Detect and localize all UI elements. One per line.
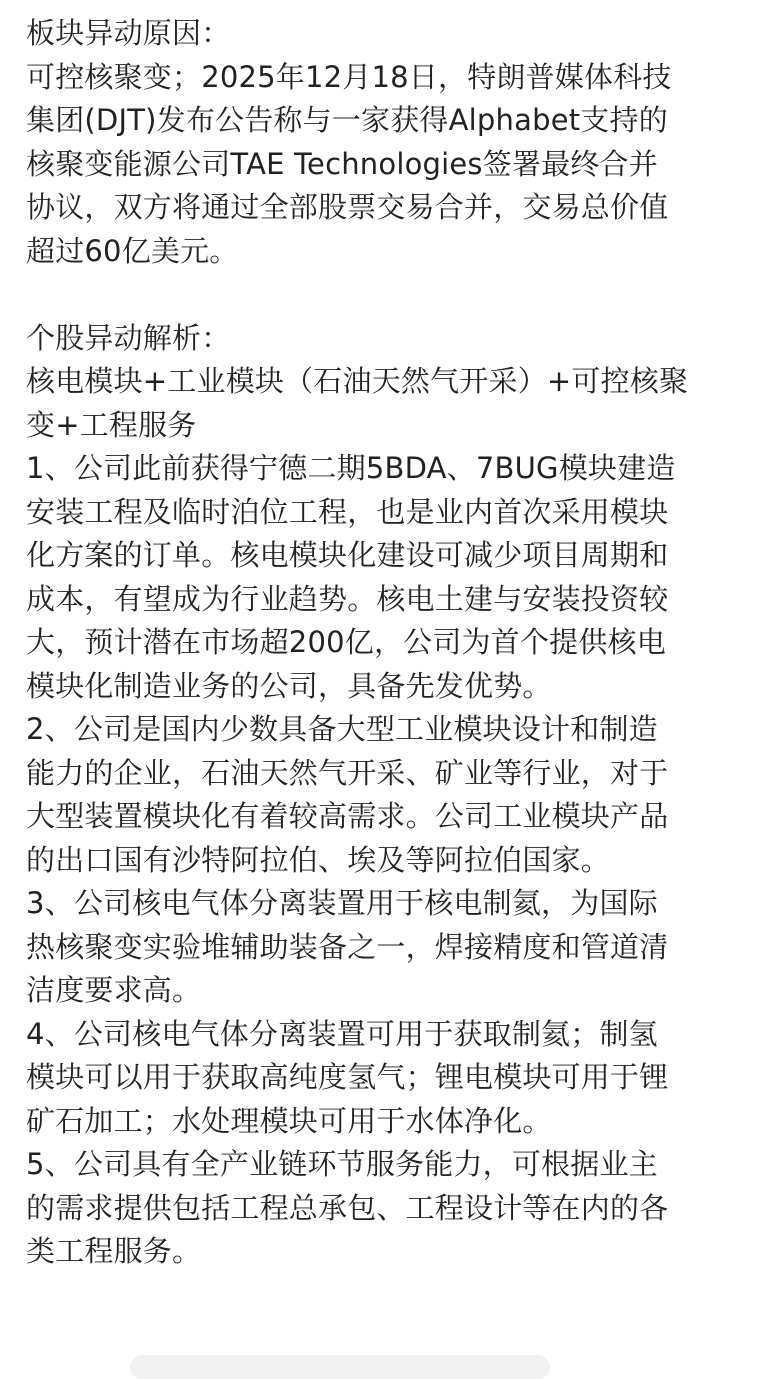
bottom-bar <box>130 1355 550 1379</box>
text-line: 协议，双方将通过全部股票交易合并，交易总价值 <box>26 190 669 224</box>
text-line: 化方案的订单。核电模块化建设可减少项目周期和 <box>26 538 669 572</box>
text-line: 的出口国有沙特阿拉伯、埃及等阿拉伯国家。 <box>26 842 611 877</box>
text-line: 热核聚变实验堆辅助装备之一，焊接精度和管道清 <box>26 929 669 964</box>
text-line: 4、公司核电气体分离装置可用于获取制氦；制氢 <box>26 1016 658 1051</box>
text-line: 超过60亿美元。 <box>26 233 239 268</box>
text-line: 变+工程服务 <box>26 407 197 442</box>
text-line: 的需求提供包括工程总承包、工程设计等在内的各 <box>26 1190 669 1225</box>
text-line: 板块异动原因： <box>26 16 231 50</box>
text-line: 矿石加工；水处理模块可用于水体净化。 <box>26 1103 552 1138</box>
text-line: 个股异动解析： <box>26 320 231 355</box>
text-line: 1、公司此前获得宁德二期5BDA、7BUG模块建造 <box>26 451 676 485</box>
text-line: 洁度要求高。 <box>26 973 202 1007</box>
text-line: 能力的企业，石油天然气开采、矿业等行业，对于 <box>26 755 669 790</box>
text-line: 3、公司核电气体分离装置用于核电制氦，为国际 <box>26 886 658 920</box>
text-line: 成本，有望成为行业趋势。核电土建与安装投资较 <box>26 581 669 616</box>
text-line: 可控核聚变；2025年12月18日，特朗普媒体科技 <box>26 59 672 94</box>
text-line: 大型装置模块化有着较高需求。公司工业模块产品 <box>26 799 669 833</box>
text-line: 5、公司具有全产业链环节服务能力，可根据业主 <box>26 1147 658 1181</box>
text-line: 大，预计潜在市场超200亿，公司为首个提供核电 <box>26 625 666 659</box>
text-line: 模块可以用于获取高纯度氢气；锂电模块可用于锂 <box>26 1060 669 1094</box>
text-line: 类工程服务。 <box>26 1234 202 1268</box>
text-line: 2、公司是国内少数具备大型工业模块设计和制造 <box>26 712 658 746</box>
text-line: 模块化制造业务的公司，具备先发优势。 <box>26 668 552 703</box>
article-text <box>26 12 748 1274</box>
text-line: 安装工程及临时泊位工程，也是业内首次采用模块 <box>26 494 669 529</box>
paragraph-gap <box>26 273 748 317</box>
text-line: 核电模块+工业模块（石油天然气开采）+可控核聚 <box>26 364 689 398</box>
text-line: 集团(DJT)发布公告称与一家获得Alphabet支持的 <box>26 103 668 137</box>
text-line: 核聚变能源公司TAE Technologies签署最终合并 <box>26 146 658 181</box>
